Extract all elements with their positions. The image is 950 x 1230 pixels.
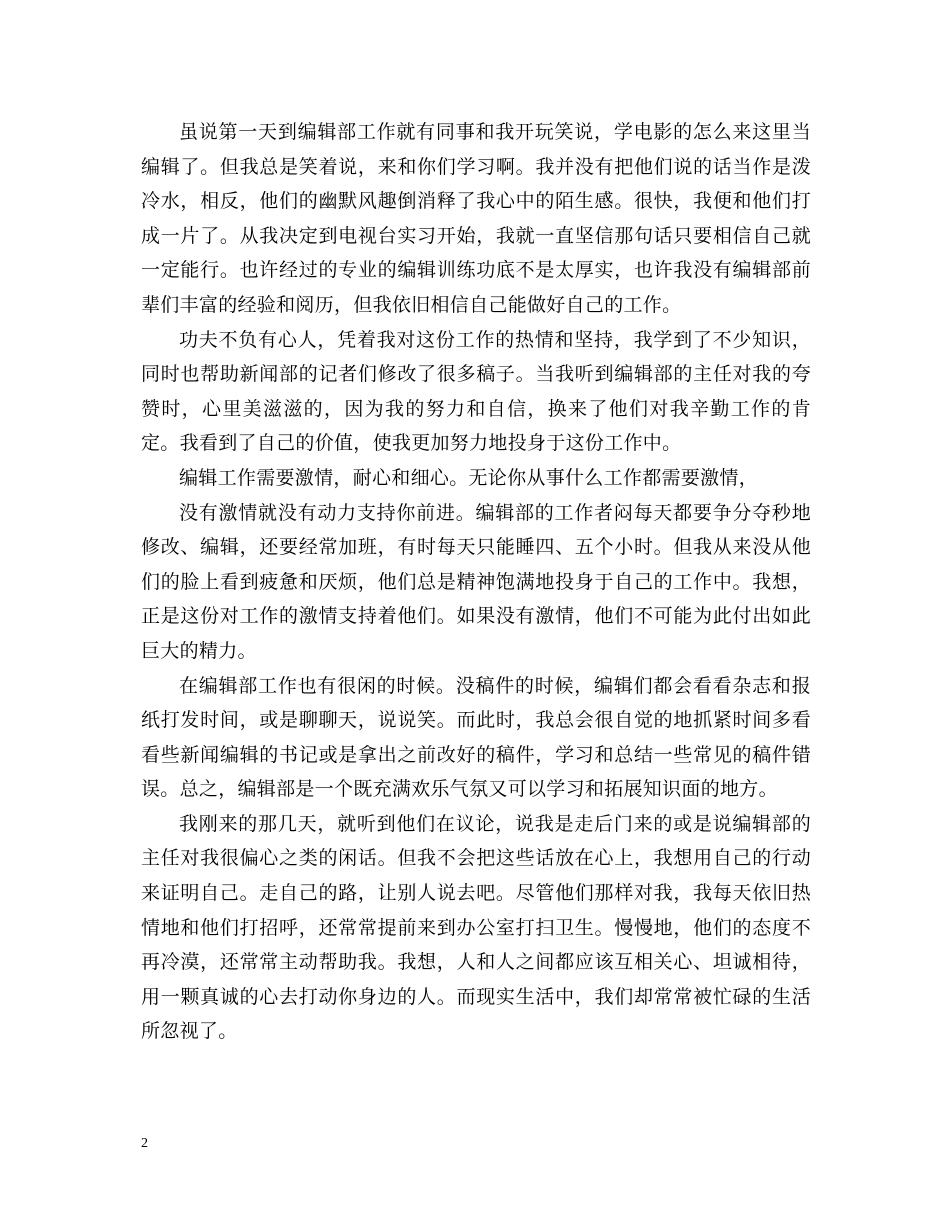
- paragraph: 我刚来的那几天，就听到他们在议论，说我是走后门来的或是说编辑部的主任对我很偏心之类的闲话。但我不会把这些话放在心上，我想用自己的行动来证明自己。走自己的路，让别人说去吧。尽管他们那样对我，我每天依旧热情地和他们打招呼，还常常提前来到办公室打扫卫生。慢慢地，他们的态度不再冷漠，还常常主动帮助我。我想，人和人之间都应该互相关心、坦诚相待，用一颗真诚的心去打动你身边的人。而现实生活中，我们却常常被忙碌的生活所忽视了。: [141, 812, 811, 1043]
- paragraph: 在编辑部工作也有很闲的时候。没稿件的时候，编辑们都会看看杂志和报纸打发时间，或是聊聊天，说说笑。而此时，我总会很自觉的地抓紧时间多看看些新闻编辑的书记或是拿出之前改好的稿件，学习和总结一些常见的稿件错误。总之，编辑部是一个既充满欢乐气氛又可以学习和拓展知识面的地方。: [141, 674, 811, 801]
- paragraph: 功夫不负有心人，凭着我对这份工作的热情和坚持，我学到了不少知识，同时也帮助新闻部的记者们修改了很多稿子。当我听到编辑部的主任对我的夸赞时，心里美滋滋的，因为我的努力和自信，换来了他们对我辛勤工作的肯定。我看到了自己的价值，使我更加努力地投身于这份工作中。: [141, 328, 811, 455]
- page-number: 2: [141, 1136, 148, 1151]
- paragraph: 没有激情就没有动力支持你前进。编辑部的工作者闷每天都要争分夺秒地修改、编辑，还要经常加班，有时每天只能睡四、五个小时。但我从来没从他们的脸上看到疲惫和厌烦，他们总是精神饱满地投身于自己的工作中。我想，正是这份对工作的激情支持着他们。如果没有激情，他们不可能为此付出如此巨大的精力。: [141, 501, 811, 662]
- paragraph: 虽说第一天到编辑部工作就有同事和我开玩笑说，学电影的怎么来这里当编辑了。但我总是笑着说，来和你们学习啊。我并没有把他们说的话当作是泼冷水，相反，他们的幽默风趣倒消释了我心中的陌生感。很快，我便和他们打成一片了。从我决定到电视台实习开始，我就一直坚信那句话只要相信自己就一定能行。也许经过的专业的编辑训练功底不是太厚实，也许我没有编辑部前辈们丰富的经验和阅历，但我依旧相信自己能做好自己的工作。: [141, 121, 811, 316]
- paragraph: 编辑工作需要激情，耐心和细心。无论你从事什么工作都需要激情，: [179, 466, 759, 489]
- body-text: [141, 115, 811, 1049]
